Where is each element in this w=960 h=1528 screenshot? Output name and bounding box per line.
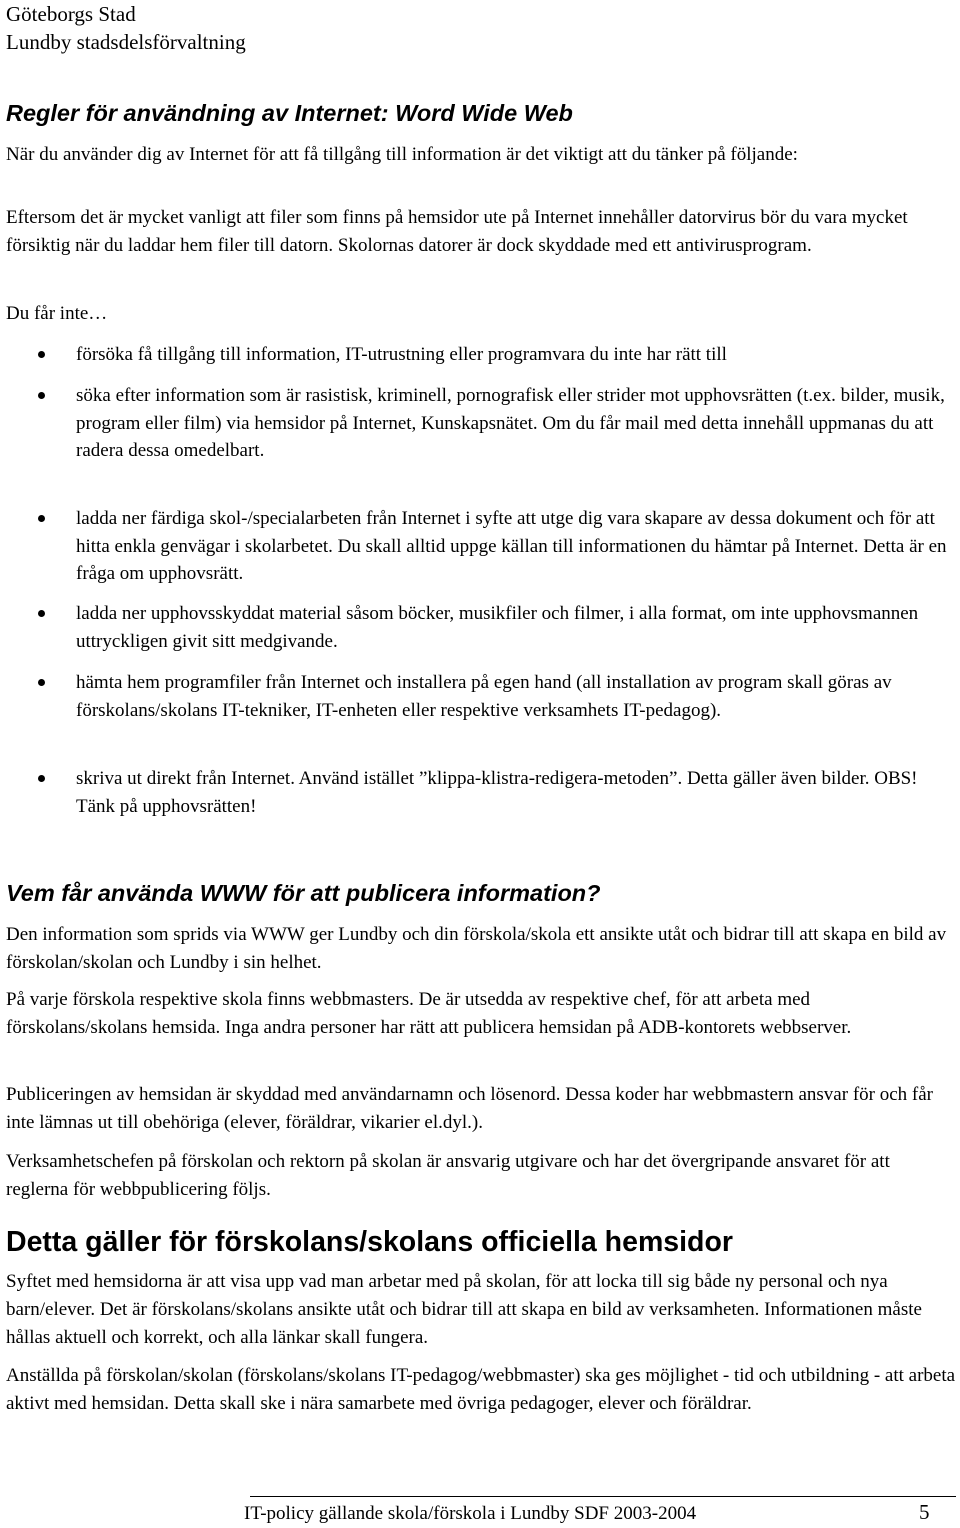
rules-list-item-text: skriva ut direkt från Internet. Använd istället ”klippa-klistra-redigera-metoden”. Detta gäller även bilder. OBS! Tänk på upphovsrätten! bbox=[76, 768, 918, 817]
section1-virus-paragraph: Eftersom det är mycket vanligt att filer som finns på hemsidor ute på Internet innehåller datorvirus bör du vara mycket försiktig när du laddar hem filer till datorn. Skolornas datorer är dock skyddade med ett antivirusprogram. bbox=[6, 207, 908, 256]
bullet-icon bbox=[38, 679, 45, 686]
section1-heading: Regler för användning av Internet: Word Wide Web bbox=[6, 100, 573, 126]
rules-list-item-text: ladda ner upphovsskyddat material såsom böcker, musikfiler och filmer, i alla format, om inte upphovsmannen uttryckligen givit sitt medgivande. bbox=[76, 603, 919, 652]
bullet-icon bbox=[38, 351, 45, 358]
section2-paragraph: Verksamhetschefen på förskolan och rektorn på skolan är ansvarig utgivare och har det övergripande ansvaret för att reglerna för webbpublicering följs. bbox=[6, 1151, 890, 1200]
footer-title: IT-policy gällande skola/förskola i Lundby SDF 2003-2004 bbox=[244, 1503, 697, 1524]
footer-divider bbox=[250, 1496, 956, 1497]
section3-paragraph: Anställda på förskolan/skolan (förskolans/skolans IT-pedagog/webbmaster) ska ges möjlighet - tid och utbildning - att arbeta aktivt med hemsidan. Detta skall ske i nära samarbete med övriga pedagoger, elever och föräldrar. bbox=[6, 1365, 956, 1414]
header-unit: Lundby stadsdelsförvaltning bbox=[6, 30, 246, 54]
bullet-icon bbox=[38, 775, 45, 782]
header-org: Göteborgs Stad bbox=[6, 2, 136, 26]
bullet-icon bbox=[38, 515, 45, 522]
section2-paragraph: På varje förskola respektive skola finns webbmasters. De är utsedda av respektive chef, för att arbeta med förskolans/skolans hemsida. Inga andra personer har rätt att publicera hemsidan på ADB-kontorets webbserver. bbox=[6, 989, 852, 1038]
page-header bbox=[6, 0, 246, 56]
bullet-icon bbox=[38, 392, 45, 399]
rules-list-item-text: hämta hem programfiler från Internet och installera på egen hand (all installation av program skall göras av förskolans/skolans IT-tekniker, IT-enheten eller respektive verksamhets IT-pedagog). bbox=[76, 672, 892, 721]
rules-list-item-text: ladda ner färdiga skol-/specialarbeten från Internet i syfte att utge dig vara skapare av dessa dokument och för att hitta enkla genvägar i skolarbetet. Du skall alltid uppge källan till informationen du hämtar på Internet. Detta är en fråga om upphovsrätt. bbox=[76, 508, 947, 584]
section1-intro: När du använder dig av Internet för att få tillgång till information är det viktigt att du tänker på följande: bbox=[6, 144, 798, 165]
rules-list-item-text: söka efter information som är rasistisk, kriminell, pornografisk eller strider mot upphovsrätten (t.ex. bilder, musik, program eller film) via hemsidor på Internet, Kunskapsnätet. Om du får mail med detta innehåll uppmanas du att radera dessa omedelbart. bbox=[76, 385, 945, 461]
page-number: 5 bbox=[919, 1500, 930, 1524]
section2-paragraph: Publiceringen av hemsidan är skyddad med användarnamn och lösenord. Dessa koder har webbmastern ansvar för och får inte lämnas ut till obehöriga (elever, föräldrar, vikarier el.dyl.). bbox=[6, 1084, 933, 1133]
section1-lead: Du får inte… bbox=[6, 303, 108, 324]
section3-heading: Detta gäller för förskolans/skolans officiella hemsidor bbox=[6, 1226, 733, 1258]
section2-paragraph: Den information som sprids via WWW ger Lundby och din förskola/skola ett ansikte utåt och bidrar till att skapa en bild av förskolan/skolan och Lundby i sin helhet. bbox=[6, 924, 947, 973]
section2-heading: Vem får använda WWW för att publicera information? bbox=[6, 880, 601, 906]
section3-paragraph: Syftet med hemsidorna är att visa upp vad man arbetar med på skolan, för att locka till sig både ny personal och nya barn/elever. Det är förskolans/skolans ansikte utåt och bidrar till att skapa en bild av verksamheten. Informationen måste hållas aktuell och korrekt, och alla länkar skall fungera. bbox=[6, 1271, 922, 1348]
rules-list-item-text: försöka få tillgång till information, IT-utrustning eller programvara du inte har rätt till bbox=[76, 344, 727, 365]
bullet-icon bbox=[38, 610, 45, 617]
